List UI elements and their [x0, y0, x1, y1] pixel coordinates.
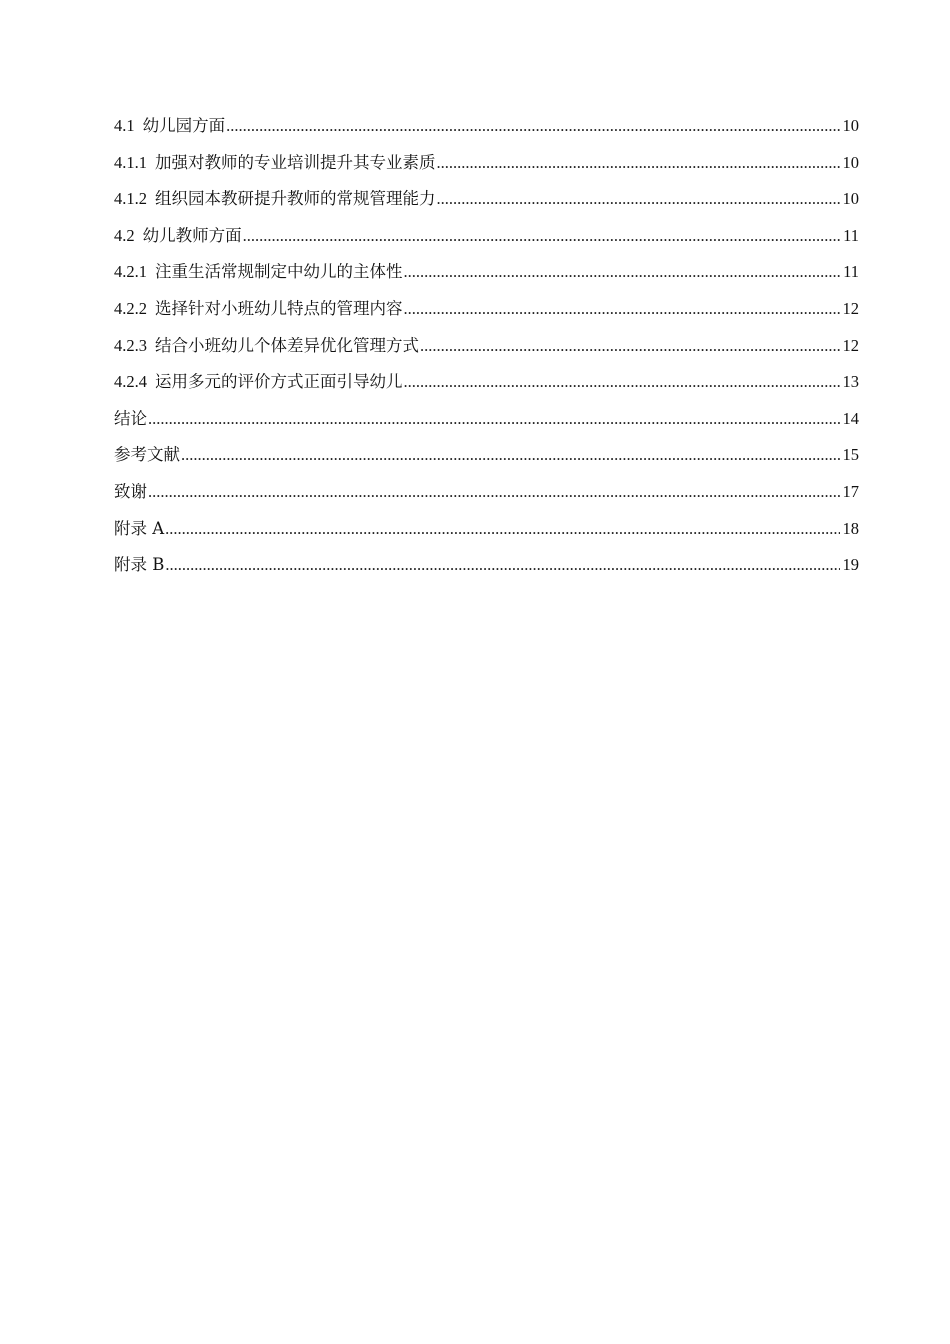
dot-leader: [420, 333, 840, 359]
toc-entry-title: 幼儿园方面: [142, 116, 226, 135]
toc-entry[interactable]: [114, 259, 859, 296]
toc-entry-page: 11: [843, 262, 859, 282]
dot-leader: [404, 296, 841, 322]
toc-entry-page: 10: [842, 116, 859, 135]
dot-leader: [404, 259, 841, 285]
toc-entry-title: 参考文献: [114, 445, 180, 465]
toc-entry-page: 19: [842, 555, 859, 575]
toc-entry-page: 13: [842, 372, 859, 392]
toc-entry-page: 12: [842, 335, 859, 355]
toc-entry-title: 结合小班幼儿个体差异优化管理方式: [155, 335, 419, 355]
toc-entry-page: 15: [842, 445, 859, 465]
toc-entry[interactable]: [114, 150, 859, 187]
dot-leader: [165, 552, 840, 578]
toc-entry[interactable]: [114, 442, 859, 479]
dot-leader: [243, 223, 840, 249]
toc-entry-number: 4.2.1: [114, 262, 147, 282]
toc-entry-page: 12: [842, 298, 859, 318]
toc-entry-number: 4.2: [114, 225, 135, 245]
toc-entry-page: 10: [842, 189, 859, 209]
toc-entry[interactable]: [114, 186, 859, 223]
toc-entry[interactable]: [114, 369, 859, 406]
toc-entry[interactable]: [114, 516, 859, 553]
toc-entry-title: 加强对教师的专业培训提升其专业素质: [155, 152, 436, 172]
toc-entry-number: 4.2.2: [114, 298, 147, 318]
toc-entry-title: 运用多元的评价方式正面引导幼儿: [155, 372, 403, 392]
dot-leader: [148, 406, 840, 432]
toc-entry-title: 致谢: [114, 481, 147, 501]
toc-entry-number: 4.2.4: [114, 372, 147, 392]
table-of-contents: [114, 113, 859, 589]
toc-entry[interactable]: [114, 333, 859, 370]
toc-entry-page: 17: [842, 481, 859, 501]
toc-entry-page: 11: [843, 225, 859, 245]
toc-entry-title: 附录 B: [114, 555, 165, 575]
toc-entry-title: 幼儿教师方面: [142, 225, 242, 245]
toc-entry-number: 4.1.2: [114, 189, 147, 209]
toc-entry[interactable]: [114, 223, 859, 260]
toc-entry-page: 18: [842, 518, 859, 538]
toc-entry-title: 附录 A: [114, 518, 165, 538]
toc-entry-number: 4.1.1: [114, 152, 147, 172]
toc-entry-page: 14: [842, 408, 859, 428]
toc-entry-title: 结论: [114, 408, 147, 428]
toc-entry-title: 注重生活常规制定中幼儿的主体性: [155, 262, 403, 282]
toc-entry-title: 组织园本教研提升教师的常规管理能力: [155, 189, 436, 209]
dot-leader: [437, 150, 841, 176]
toc-entry[interactable]: [114, 552, 859, 589]
dot-leader: [404, 369, 841, 395]
dot-leader: [437, 186, 841, 212]
toc-entry-number: 4.2.3: [114, 335, 147, 355]
toc-entry-page: 10: [842, 152, 859, 172]
toc-entry[interactable]: [114, 479, 859, 516]
dot-leader: [226, 113, 840, 139]
dot-leader: [165, 516, 840, 542]
dot-leader: [181, 442, 840, 468]
toc-entry[interactable]: [114, 406, 859, 443]
toc-entry[interactable]: [114, 296, 859, 333]
dot-leader: [148, 479, 840, 505]
toc-entry[interactable]: [114, 113, 859, 150]
toc-entry-number: 4.1: [114, 116, 135, 135]
toc-entry-title: 选择针对小班幼儿特点的管理内容: [155, 298, 403, 318]
